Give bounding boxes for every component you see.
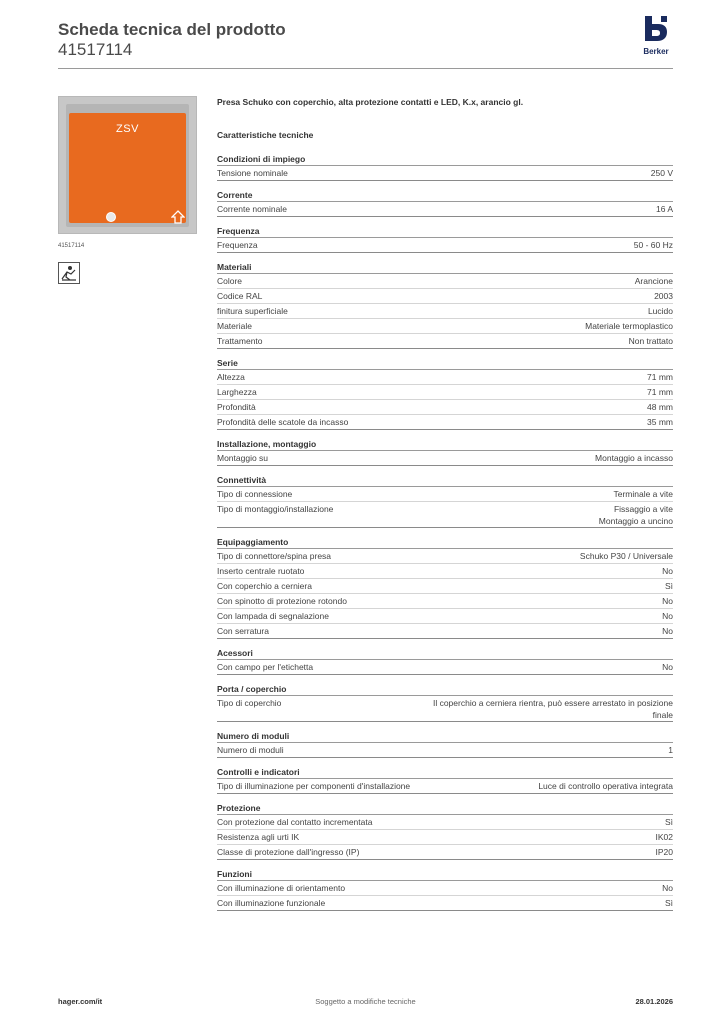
spec-section xyxy=(217,730,673,758)
spec-value: Sì xyxy=(664,581,673,591)
spec-section xyxy=(217,647,673,675)
spec-row xyxy=(217,564,673,579)
spec-section xyxy=(217,261,673,349)
spec-row xyxy=(217,579,673,594)
spec-label: Montaggio su xyxy=(217,453,269,463)
page-title: Scheda tecnica del prodotto xyxy=(58,20,286,39)
open-arrow-icon xyxy=(171,210,185,224)
spec-label: Colore xyxy=(217,276,243,286)
logo-text: Berker xyxy=(643,47,669,56)
spec-label: Profondità xyxy=(217,402,256,412)
section-title: Acessori xyxy=(217,647,673,660)
spec-row xyxy=(217,502,673,528)
spec-row xyxy=(217,400,673,415)
footer-date: 28.01.2026 xyxy=(635,997,673,1006)
spec-label: Con serratura xyxy=(217,626,269,636)
spec-value: Terminale a vite xyxy=(613,489,673,499)
spec-row xyxy=(217,334,673,349)
section-title: Connettività xyxy=(217,474,673,487)
spec-row xyxy=(217,696,673,722)
section-title: Installazione, montaggio xyxy=(217,438,673,451)
spec-row xyxy=(217,385,673,400)
spec-section xyxy=(217,438,673,466)
spec-value: Arancione xyxy=(634,276,673,286)
spec-value: Lucido xyxy=(647,306,673,316)
spec-label: Classe di protezione dall'ingresso (IP) xyxy=(217,847,360,857)
spec-value: 71 mm xyxy=(647,387,673,397)
spec-value: 48 mm xyxy=(647,402,673,412)
spec-label: Tipo di connettore/spina presa xyxy=(217,551,332,561)
product-description: Presa Schuko con coperchio, alta protezione contatti e LED, K.x, arancio gl. xyxy=(217,97,524,107)
footer-note: Soggetto a modifiche tecniche xyxy=(315,997,416,1006)
spec-section xyxy=(217,536,673,639)
spec-value: Fissaggio a vite Montaggio a uncino xyxy=(598,504,673,526)
section-title: Serie xyxy=(217,357,673,370)
spec-label: Tipo di connessione xyxy=(217,489,293,499)
led-indicator xyxy=(106,212,116,222)
section-title: Numero di moduli xyxy=(217,730,673,743)
spec-row xyxy=(217,845,673,860)
spec-value: 1 xyxy=(668,745,673,755)
product-details xyxy=(217,96,673,919)
spec-label: Tipo di coperchio xyxy=(217,698,282,708)
spec-label: Tipo di montaggio/installazione xyxy=(217,504,334,514)
product-image xyxy=(58,96,197,234)
spec-label: Frequenza xyxy=(217,240,258,250)
header-divider xyxy=(58,68,673,69)
footer-website[interactable]: hager.com/it xyxy=(58,997,103,1006)
spec-row xyxy=(217,274,673,289)
spec-row xyxy=(217,202,673,217)
section-title: Funzioni xyxy=(217,868,673,881)
spec-row xyxy=(217,594,673,609)
berker-b-icon xyxy=(643,16,669,46)
spec-row xyxy=(217,289,673,304)
spec-value: Il coperchio a cerniera rientra, può essere arrestato in posizione finale xyxy=(432,698,673,720)
spec-label: Materiale xyxy=(217,321,252,331)
spec-value: IK02 xyxy=(655,832,673,842)
spec-label: Larghezza xyxy=(217,387,257,397)
spec-section xyxy=(217,189,673,217)
spec-label: Con coperchio a cerniera xyxy=(217,581,312,591)
spec-value: Materiale termoplastico xyxy=(585,321,673,331)
spec-label: Con lampada di segnalazione xyxy=(217,611,329,621)
spec-label: Con protezione dal contatto incrementata xyxy=(217,817,373,827)
spec-row xyxy=(217,549,673,564)
spec-label: Tipo di illuminazione per componenti d'installazione xyxy=(217,781,411,791)
installation-symbol-icon xyxy=(58,262,80,284)
spec-label: Tensione nominale xyxy=(217,168,288,178)
spec-row xyxy=(217,896,673,911)
page-header xyxy=(58,20,673,70)
spec-value: No xyxy=(662,883,673,893)
section-title: Protezione xyxy=(217,802,673,815)
spec-section xyxy=(217,766,673,794)
spec-label: Con illuminazione funzionale xyxy=(217,898,326,908)
installer-icon xyxy=(59,263,79,283)
cover-label: ZSV xyxy=(116,123,139,135)
spec-row xyxy=(217,487,673,502)
spec-sections xyxy=(217,153,673,911)
spec-label: Profondità delle scatole da incasso xyxy=(217,417,349,427)
spec-label: Numero di moduli xyxy=(217,745,284,755)
spec-value: 71 mm xyxy=(647,372,673,382)
spec-label: Con spinotto di protezione rotondo xyxy=(217,596,347,606)
spec-row xyxy=(217,166,673,181)
spec-section xyxy=(217,474,673,528)
spec-value: 250 V xyxy=(650,168,673,178)
spec-value: IP20 xyxy=(655,847,673,857)
spec-value: No xyxy=(662,566,673,576)
product-code: 41517114 xyxy=(58,40,133,59)
section-title: Controlli e indicatori xyxy=(217,766,673,779)
spec-label: Con illuminazione di orientamento xyxy=(217,883,346,893)
spec-row xyxy=(217,319,673,334)
spec-value: No xyxy=(662,611,673,621)
spec-row xyxy=(217,815,673,830)
spec-value: Sì xyxy=(664,817,673,827)
spec-row xyxy=(217,238,673,253)
spec-value: No xyxy=(662,596,673,606)
section-title: Materiali xyxy=(217,261,673,274)
berker-logo xyxy=(639,16,673,57)
spec-label: Codice RAL xyxy=(217,291,263,301)
spec-row xyxy=(217,743,673,758)
section-title: Frequenza xyxy=(217,225,673,238)
spec-label: Con campo per l'etichetta xyxy=(217,662,314,672)
spec-label: Inserto centrale ruotato xyxy=(217,566,305,576)
socket-frame xyxy=(66,104,189,227)
spec-value: Montaggio a incasso xyxy=(595,453,673,463)
spec-value: Non trattato xyxy=(628,336,673,346)
spec-label: Altezza xyxy=(217,372,245,382)
spec-section xyxy=(217,225,673,253)
spec-value: Schuko P30 / Universale xyxy=(579,551,673,561)
spec-label: Resistenza agli urti IK xyxy=(217,832,300,842)
section-title: Condizioni di impiego xyxy=(217,153,673,166)
spec-row xyxy=(217,451,673,466)
image-caption: 41517114 xyxy=(58,243,85,249)
spec-value: 35 mm xyxy=(647,417,673,427)
spec-value: 50 - 60 Hz xyxy=(633,240,673,250)
spec-value: 2003 xyxy=(654,291,673,301)
specs-heading: Caratteristiche tecniche xyxy=(217,130,314,140)
spec-row xyxy=(217,830,673,845)
spec-value: Sì xyxy=(664,898,673,908)
spec-value: 16 A xyxy=(655,204,673,214)
socket-cover xyxy=(69,113,186,223)
spec-row xyxy=(217,609,673,624)
spec-row xyxy=(217,370,673,385)
spec-section xyxy=(217,357,673,430)
spec-row xyxy=(217,304,673,319)
spec-row xyxy=(217,779,673,794)
spec-value: No xyxy=(662,662,673,672)
section-title: Corrente xyxy=(217,189,673,202)
spec-section xyxy=(217,802,673,860)
spec-row xyxy=(217,624,673,639)
spec-label: Trattamento xyxy=(217,336,263,346)
spec-value: Luce di controllo operativa integrata xyxy=(538,781,673,791)
spec-row xyxy=(217,881,673,896)
spec-value: No xyxy=(662,626,673,636)
section-title: Equipaggiamento xyxy=(217,536,673,549)
spec-section xyxy=(217,153,673,181)
section-title: Porta / coperchio xyxy=(217,683,673,696)
spec-label: Corrente nominale xyxy=(217,204,287,214)
spec-label: finitura superficiale xyxy=(217,306,288,316)
spec-section xyxy=(217,868,673,911)
spec-row xyxy=(217,415,673,430)
spec-row xyxy=(217,660,673,675)
spec-section xyxy=(217,683,673,722)
